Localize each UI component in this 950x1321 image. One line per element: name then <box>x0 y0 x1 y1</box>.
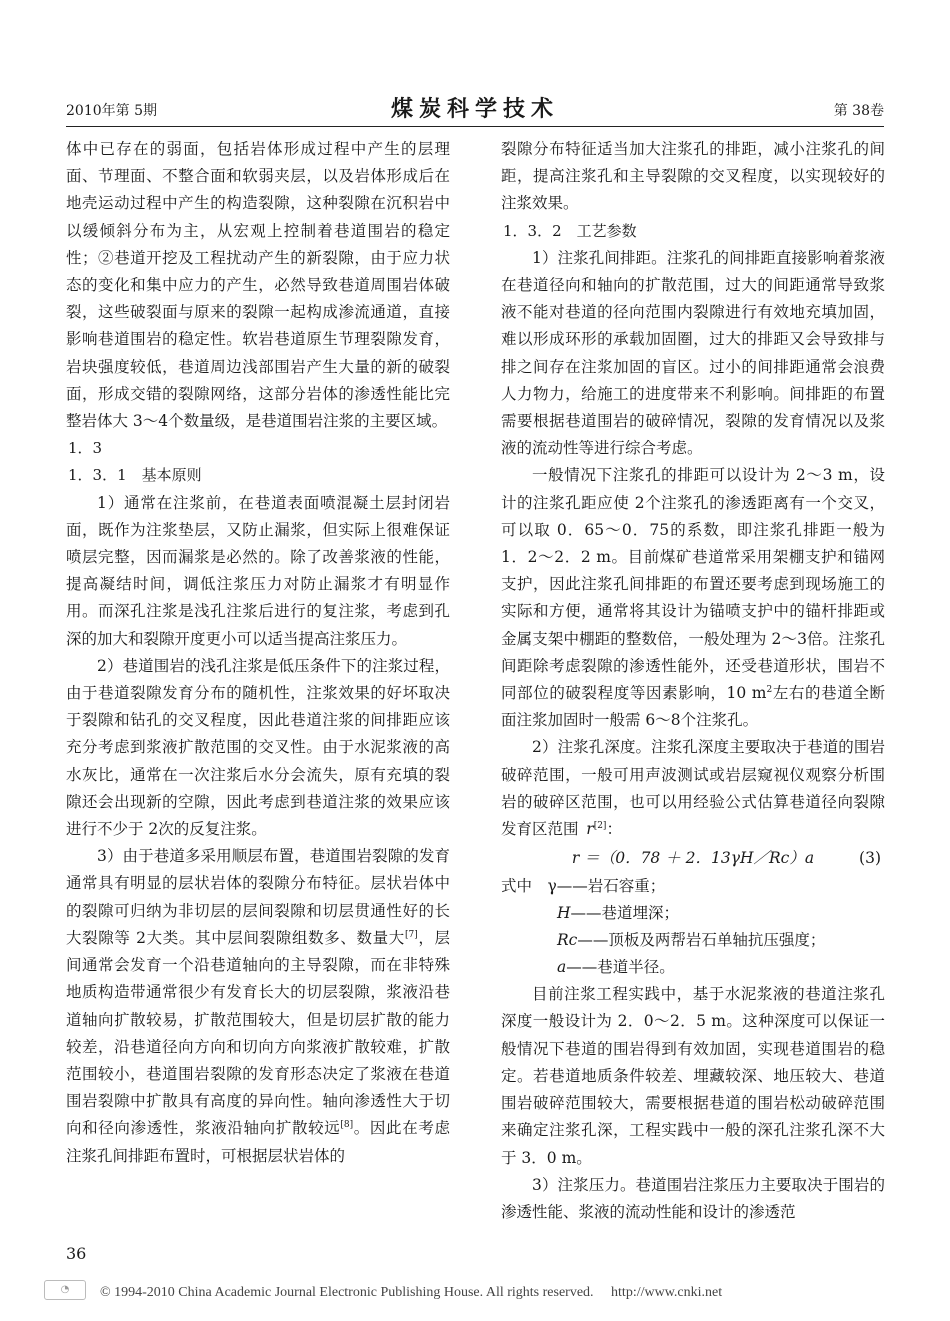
paragraph-continued-right: 裂隙分布特征适当加大注浆孔的排距，减小注浆孔的间距，提高注浆孔和主导裂隙的交叉程度，以实现较好的注浆效果。 <box>501 140 885 213</box>
publisher-logo-icon: ◔ <box>44 1280 86 1300</box>
left-column <box>66 136 450 1170</box>
definition-gamma: 式中 γ——岩石容重； <box>501 877 666 896</box>
variable-definitions <box>501 873 885 981</box>
running-header <box>66 92 884 126</box>
paragraph-principle-2: 2）巷道围岩的浅孔注浆是低压条件下的注浆过程，由于巷道裂隙发育分布的随机性，注浆效果的好坏取决于裂隙和钻孔的交叉程度，因此巷道注浆的间排距应该充分考虑到浆液扩散范围的交叉性。由于水泥浆液的高水灰比，通常在一次注浆后水分会流失，原有充填的裂隙还会出现新的空隙，因此考虑到巷道注浆的效果应该进行不少于 2次的反复注浆。 <box>66 656 450 839</box>
page-number: 36 <box>66 1244 87 1263</box>
paragraph-spacing-detail: 一般情况下注浆孔的排距可以设计为 2～3 m，设计的注浆孔距应使 2个注浆孔的渗透距离有一个交叉，可以取 0．65～0．75的系数，即注浆孔排距一般为 1．2～2．2 m。目前煤矿巷道常采用架棚支护和锚网支护，因此注浆孔间排距的布置还要考虑到现场施工的实际和方便，通常将其设计为锚喷支护中的锚杆排距或金属支架中棚距的整数倍，一般处理为 2～3倍。注浆孔间距除考虑裂隙的渗透性能外，还受巷道形状，围岩不同部位的破裂程度等因素影响，10 $m^2$左右的巷道全断面注浆加固时一般需 6～8个注浆孔。 <box>501 466 885 730</box>
equation-body: r ＝（0．78 ＋ 2．13γH／Rc）a <box>571 849 815 868</box>
equation-3 <box>501 843 885 873</box>
issue-label: 2010年第 5期 <box>66 103 157 119</box>
paragraph-depth: 2）注浆孔深度。注浆孔深度主要取决于巷道的围岩破碎范围，一般可用声波测试或岩层窥视仪观察分析围岩的破碎区范围，也可以用经验公式估算巷道径向裂隙发育区范围 r[2]： <box>501 738 885 839</box>
paragraph-principle-3: 3）由于巷道多采用顺层布置，巷道围岩裂隙的发育通常具有明显的层状岩体的裂隙分布特征。层状岩体中的裂隙可归纳为非切层的层间裂隙和切层贯通性好的长大裂隙等 2大类。其中层间裂隙组数多、数量大[7]，层间通常会发育一个沿巷道轴向的主导裂隙，而在非特殊地质构造带通常很少有发育长大的切层裂隙，浆液沿巷道轴向扩散较易，扩散范围较大，但是切层扩散的能力较差，沿巷道径向方向和切向方向浆液扩散较难，扩散范围较小，巷道围岩裂隙的发育形态决定了浆液在巷道围岩裂隙中扩散具有高度的异向性。轴向渗透性大于切向和径向渗透性，浆液沿轴向扩散较远[8]。因此在考虑注浆孔间排距布置时，可根据层状岩体的 <box>66 847 450 1165</box>
paragraph-spacing: 1）注浆孔间排距。注浆孔的间排距直接影响着浆液在巷道径向和轴向的扩散范围，过大的间距通常导致浆液不能对巷道的径向范围内裂隙进行有效地充填加固，难以形成环形的承载加固圈，过大的排距又会导致排与排之间存在注浆加固的盲区。过小的间排距通常会浪费人力物力，给施工的进度带来不利影响。间排距的布置需要根据巷道围岩的破碎情况，裂隙的发育情况以及浆液的流动性等进行综合考虑。 <box>501 248 885 458</box>
paragraph-continued: 体中已存在的弱面，包括岩体形成过程中产生的层理面、节理面、不整合面和软弱夹层，以及岩体形成后在地壳运动过程中产生的构造裂隙，这种裂隙在沉积岩中以缓倾斜分布为主，从宏观上控制着巷道围岩的稳定性；②巷道开挖及工程扰动产生的新裂隙，由于应力状态的变化和集中应力的产生，必然导致巷道周围岩体破裂，这些破裂面与原来的裂隙一起构成渗流通道，直接影响巷道围岩的稳定性。软岩巷道原生节理裂隙发育，岩块强度较低，巷道周边浅部围岩产生大量的新的破裂面，形成交错的裂隙网络，这部分岩体的渗透性能比完整岩体大 3～4个数量级，是巷道围岩注浆的主要区域。 <box>66 140 450 431</box>
section-heading-1-3-1: 1．3．1 基本原则 <box>68 466 202 485</box>
equation-number: (3) <box>859 849 881 868</box>
citation-2[interactable]: [2] <box>593 820 607 831</box>
right-column <box>501 136 885 1226</box>
paragraph-pressure: 3）注浆压力。巷道围岩注浆压力主要取决于围岩的渗透性能、浆液的流动性能和设计的渗透范 <box>501 1175 885 1221</box>
citation-7[interactable]: [7] <box>404 929 418 940</box>
journal-title: 煤炭科学技术 <box>390 96 559 122</box>
definition-a: a——巷道半径。 <box>557 958 675 977</box>
copyright-footer <box>0 1280 950 1304</box>
definition-rc: Rc——顶板及两帮岩石单轴抗压强度； <box>557 931 826 950</box>
header-rule <box>66 126 884 127</box>
section-heading-1-3: 1．3 <box>68 439 103 458</box>
citation-8[interactable]: [8] <box>340 1120 354 1131</box>
copyright-text: © 1994-2010 China Academic Journal Electronic Publishing House. All rights reserved. http://www.cnki.net <box>100 1285 723 1300</box>
section-heading-1-3-2: 1．3．2 工艺参数 <box>503 221 637 240</box>
definition-h: H——巷道埋深； <box>557 904 680 923</box>
paragraph-principle-1: 1）通常在注浆前，在巷道表面喷混凝土层封闭岩面，既作为注浆垫层，又防止漏浆，但实际上很难保证喷层完整，因而漏浆是必然的。除了改善浆液的性能，提高凝结时间，调低注浆压力对防止漏浆才有明显作用。而深孔注浆是浅孔注浆后进行的复注浆，考虑到孔深的加大和裂隙开度更小可以适当提高注浆压力。 <box>66 493 450 648</box>
volume-label: 第 38卷 <box>833 103 884 119</box>
paragraph-depth-practice: 目前注浆工程实践中，基于水泥浆液的巷道注浆孔深度一般设计为 2．0～2．5 m。这种深度可以保证一般情况下巷道的围岩得到有效加固，实现巷道围岩的稳定。若巷道地质条件较差、埋藏较深、地压较大、巷道围岩破碎范围较大，需要根据巷道的围岩松动破碎范围来确定注浆孔深，工程实践中一般的深孔注浆孔深不大于 3．0 m。 <box>501 985 885 1167</box>
